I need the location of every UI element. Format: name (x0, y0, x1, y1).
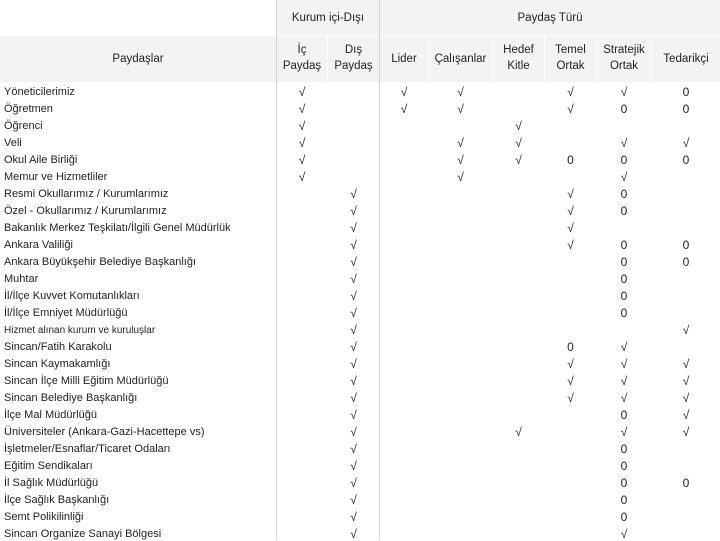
cell-calisanlar: √ (457, 102, 464, 116)
cell-stratejik-ortak: √ (620, 170, 628, 184)
cell-tedarikci: 0 (682, 153, 690, 167)
cell-stratejik-ortak: √ (620, 85, 628, 99)
cell-hedef-kitle: √ (515, 153, 522, 167)
cell-dis: √ (350, 459, 357, 473)
cell-ic: √ (298, 119, 306, 133)
cell-temel-ortak: √ (567, 221, 574, 235)
stakeholder-name: Sincan İlçe Milli Eğitim Müdürlüğü (4, 375, 169, 387)
cell-stratejik-ortak: √ (620, 374, 628, 388)
cell-dis: √ (350, 221, 357, 235)
cell-tedarikci: √ (682, 323, 690, 337)
cell-dis: √ (350, 289, 357, 303)
cell-hedef-kitle: √ (515, 119, 522, 133)
header-ic-paydas: İç Paydaş (282, 44, 322, 72)
cell-temel-ortak: √ (567, 102, 574, 116)
header-stratejik-ortak: Stratejik Ortak (603, 44, 645, 72)
stakeholder-name: Resmi Okullarımız / Kurumlarımız (4, 188, 169, 200)
cell-hedef-kitle: √ (515, 425, 522, 439)
cell-ic: √ (298, 136, 306, 150)
cell-dis: √ (350, 357, 357, 371)
stakeholder-name: Sincan/Fatih Karakolu (4, 341, 112, 353)
cell-stratejik-ortak: 0 (620, 442, 628, 456)
cell-stratejik-ortak: 0 (620, 187, 628, 201)
cell-ic: √ (298, 85, 306, 99)
cell-tedarikci: √ (682, 391, 690, 405)
stakeholder-name: Okul Aile Birliği (4, 154, 78, 166)
cell-ic: √ (298, 170, 306, 184)
cell-dis: √ (350, 340, 357, 354)
cell-dis: √ (350, 255, 357, 269)
header-hedef-kitle: Hedef Kitle (503, 44, 534, 72)
cell-tedarikci: √ (682, 408, 690, 422)
cell-dis: √ (350, 323, 357, 337)
stakeholder-name: İl Sağlık Müdürlüğü (4, 477, 99, 489)
cell-dis: √ (350, 510, 357, 524)
stakeholder-name: Yöneticilerimiz (4, 86, 75, 98)
cell-calisanlar: √ (457, 153, 464, 167)
cell-temel-ortak: √ (567, 187, 574, 201)
cell-stratejik-ortak: 0 (620, 493, 628, 507)
cell-dis: √ (350, 187, 357, 201)
cell-tedarikci: √ (682, 136, 690, 150)
cell-tedarikci: √ (682, 374, 690, 388)
cell-stratejik-ortak: 0 (620, 510, 628, 524)
stakeholder-name: Hizmet alınan kurum ve kuruluşlar (4, 325, 156, 336)
cell-stratejik-ortak: 0 (620, 459, 628, 473)
stakeholder-name: Ankara Valiliği (4, 239, 73, 251)
cell-calisanlar: √ (457, 136, 464, 150)
cell-dis: √ (350, 442, 357, 456)
header-lider: Lider (391, 53, 417, 65)
stakeholder-name: Eğitim Sendikaları (4, 460, 93, 472)
cell-ic: √ (298, 153, 306, 167)
stakeholder-name: İl/İlçe Emniyet Müdürlüğü (4, 307, 128, 319)
cell-tedarikci: √ (682, 357, 690, 371)
cell-stratejik-ortak: 0 (620, 408, 628, 422)
cell-stratejik-ortak: √ (620, 136, 628, 150)
stakeholder-name: İlçe Sağlık Başkanlığı (4, 494, 110, 506)
cell-stratejik-ortak: √ (620, 391, 628, 405)
cell-tedarikci: 0 (682, 102, 690, 116)
stakeholder-name: Muhtar (4, 273, 39, 285)
cell-dis: √ (350, 391, 357, 405)
header-dis-paydas: Dış Paydaş (334, 44, 373, 72)
cell-stratejik-ortak: √ (620, 340, 628, 354)
cell-stratejik-ortak: √ (620, 357, 628, 371)
cell-stratejik-ortak: 0 (620, 476, 628, 490)
cell-dis: √ (350, 238, 357, 252)
cell-lider: √ (400, 102, 408, 116)
cell-stratejik-ortak: √ (620, 527, 628, 541)
cell-lider: √ (400, 85, 408, 99)
cell-temel-ortak: 0 (567, 153, 574, 167)
cell-stratejik-ortak: 0 (620, 102, 628, 116)
stakeholder-name: Öğrenci (4, 120, 43, 132)
cell-stratejik-ortak: 0 (620, 289, 628, 303)
stakeholder-name: Sincan Kaymakamlığı (4, 358, 111, 370)
cell-temel-ortak: √ (567, 238, 574, 252)
cell-temel-ortak: √ (567, 391, 574, 405)
column-divider (276, 0, 277, 540)
cell-dis: √ (350, 306, 357, 320)
header-calisanlar: Çalışanlar (434, 53, 487, 65)
stakeholder-name: Semt Polikilinliği (4, 511, 84, 523)
cell-dis: √ (350, 408, 357, 422)
stakeholder-name: Özel - Okullarımız / Kurumlarımız (4, 205, 167, 217)
cell-dis: √ (350, 374, 357, 388)
cell-stratejik-ortak: 0 (620, 238, 628, 252)
cell-tedarikci: √ (682, 425, 690, 439)
cell-ic: √ (298, 102, 306, 116)
stakeholder-name: İlçe Mal Müdürlüğü (4, 409, 97, 421)
header-paydaslar: Paydaşlar (112, 53, 164, 65)
cell-stratejik-ortak: 0 (620, 255, 628, 269)
cell-stratejik-ortak: √ (620, 425, 628, 439)
cell-hedef-kitle: √ (515, 136, 522, 150)
stakeholder-name: İl/İlçe Kuvvet Komutanlıkları (4, 290, 140, 302)
cell-stratejik-ortak: 0 (620, 153, 628, 167)
cell-temel-ortak: √ (567, 374, 574, 388)
cell-temel-ortak: √ (567, 204, 574, 218)
cell-calisanlar: √ (457, 170, 464, 184)
header-paydas-turu: Paydaş Türü (517, 12, 583, 24)
stakeholder-name: İşletmeler/Esnaflar/Ticaret Odaları (4, 443, 171, 455)
stakeholder-name: Üniversiteler (Ankara-Gazi-Hacettepe vs) (4, 426, 205, 438)
header-temel-ortak: Temel Ortak (555, 44, 586, 72)
cell-tedarikci: 0 (682, 85, 690, 99)
cell-stratejik-ortak: 0 (620, 272, 628, 286)
stakeholder-name: Veli (4, 137, 22, 149)
cell-stratejik-ortak: 0 (620, 204, 628, 218)
cell-dis: √ (350, 527, 357, 541)
cell-tedarikci: 0 (682, 476, 690, 490)
stakeholder-name: Sincan Organize Sanayi Bölgesi (4, 528, 162, 540)
cell-stratejik-ortak: 0 (620, 306, 628, 320)
stakeholder-name: Memur ve Hizmetliler (4, 171, 108, 183)
cell-dis: √ (350, 425, 357, 439)
cell-temel-ortak: 0 (567, 340, 574, 354)
cell-temel-ortak: √ (567, 85, 574, 99)
cell-dis: √ (350, 204, 357, 218)
stakeholder-name: Öğretmen (4, 103, 53, 115)
header-kurum-ici-disi: Kurum içi-Dışı (291, 12, 365, 24)
cell-tedarikci: 0 (682, 238, 690, 252)
stakeholder-name: Bakanlık Merkez Teşkilatı/İlgili Genel Müdürlük (4, 222, 231, 234)
stakeholder-name: Ankara Büyükşehir Belediye Başkanlığı (4, 256, 196, 268)
cell-calisanlar: √ (457, 85, 464, 99)
stakeholder-name: Sincan Belediye Başkanlığı (4, 392, 138, 404)
column-divider (379, 0, 380, 540)
cell-temel-ortak: √ (567, 357, 574, 371)
cell-dis: √ (350, 493, 357, 507)
header-tedarikci: Tedarikçi (663, 53, 709, 65)
cell-dis: √ (350, 272, 357, 286)
cell-tedarikci: 0 (682, 255, 690, 269)
cell-dis: √ (350, 476, 357, 490)
